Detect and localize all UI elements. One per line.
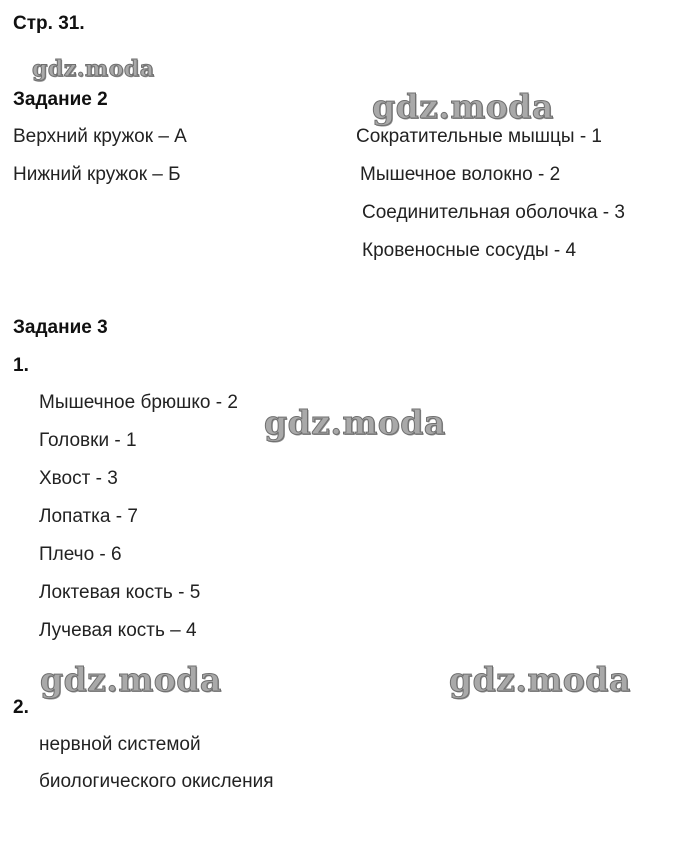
task3-heading: Задание 3 <box>13 317 108 338</box>
watermark: gdz.moda <box>372 87 554 126</box>
task2-left-item: Нижний кружок – Б <box>13 164 181 185</box>
task2-left-item: Верхний кружок – А <box>13 126 187 147</box>
task3-part2-item: биологического окисления <box>39 771 274 792</box>
task3-part1-item: Лучевая кость – 4 <box>39 620 197 641</box>
watermark: gdz.moda <box>264 403 446 442</box>
task3-part1-item: Лопатка - 7 <box>39 506 138 527</box>
task3-part2-item: нервной системой <box>39 734 201 755</box>
watermark: gdz.moda <box>32 56 155 82</box>
task3-part1-number: 1. <box>13 355 29 376</box>
task3-part1-item: Головки - 1 <box>39 430 137 451</box>
task2-right-item: Кровеносные сосуды - 4 <box>362 240 577 261</box>
task2-heading: Задание 2 <box>13 89 108 110</box>
task2-right-item: Соединительная оболочка - 3 <box>362 202 625 223</box>
task2-right-item: Мышечное волокно - 2 <box>360 164 561 185</box>
watermark: gdz.moda <box>40 660 222 699</box>
task2-right-item: Сократительные мышцы - 1 <box>356 126 602 147</box>
task3-part1-item: Мышечное брюшко - 2 <box>39 392 238 413</box>
task3-part1-item: Хвост - 3 <box>39 468 118 489</box>
task3-part2-number: 2. <box>13 697 29 718</box>
watermark: gdz.moda <box>449 660 631 699</box>
task3-part1-item: Плечо - 6 <box>39 544 122 565</box>
page-label: Стр. 31. <box>13 13 85 34</box>
task3-part1-item: Локтевая кость - 5 <box>39 582 201 603</box>
